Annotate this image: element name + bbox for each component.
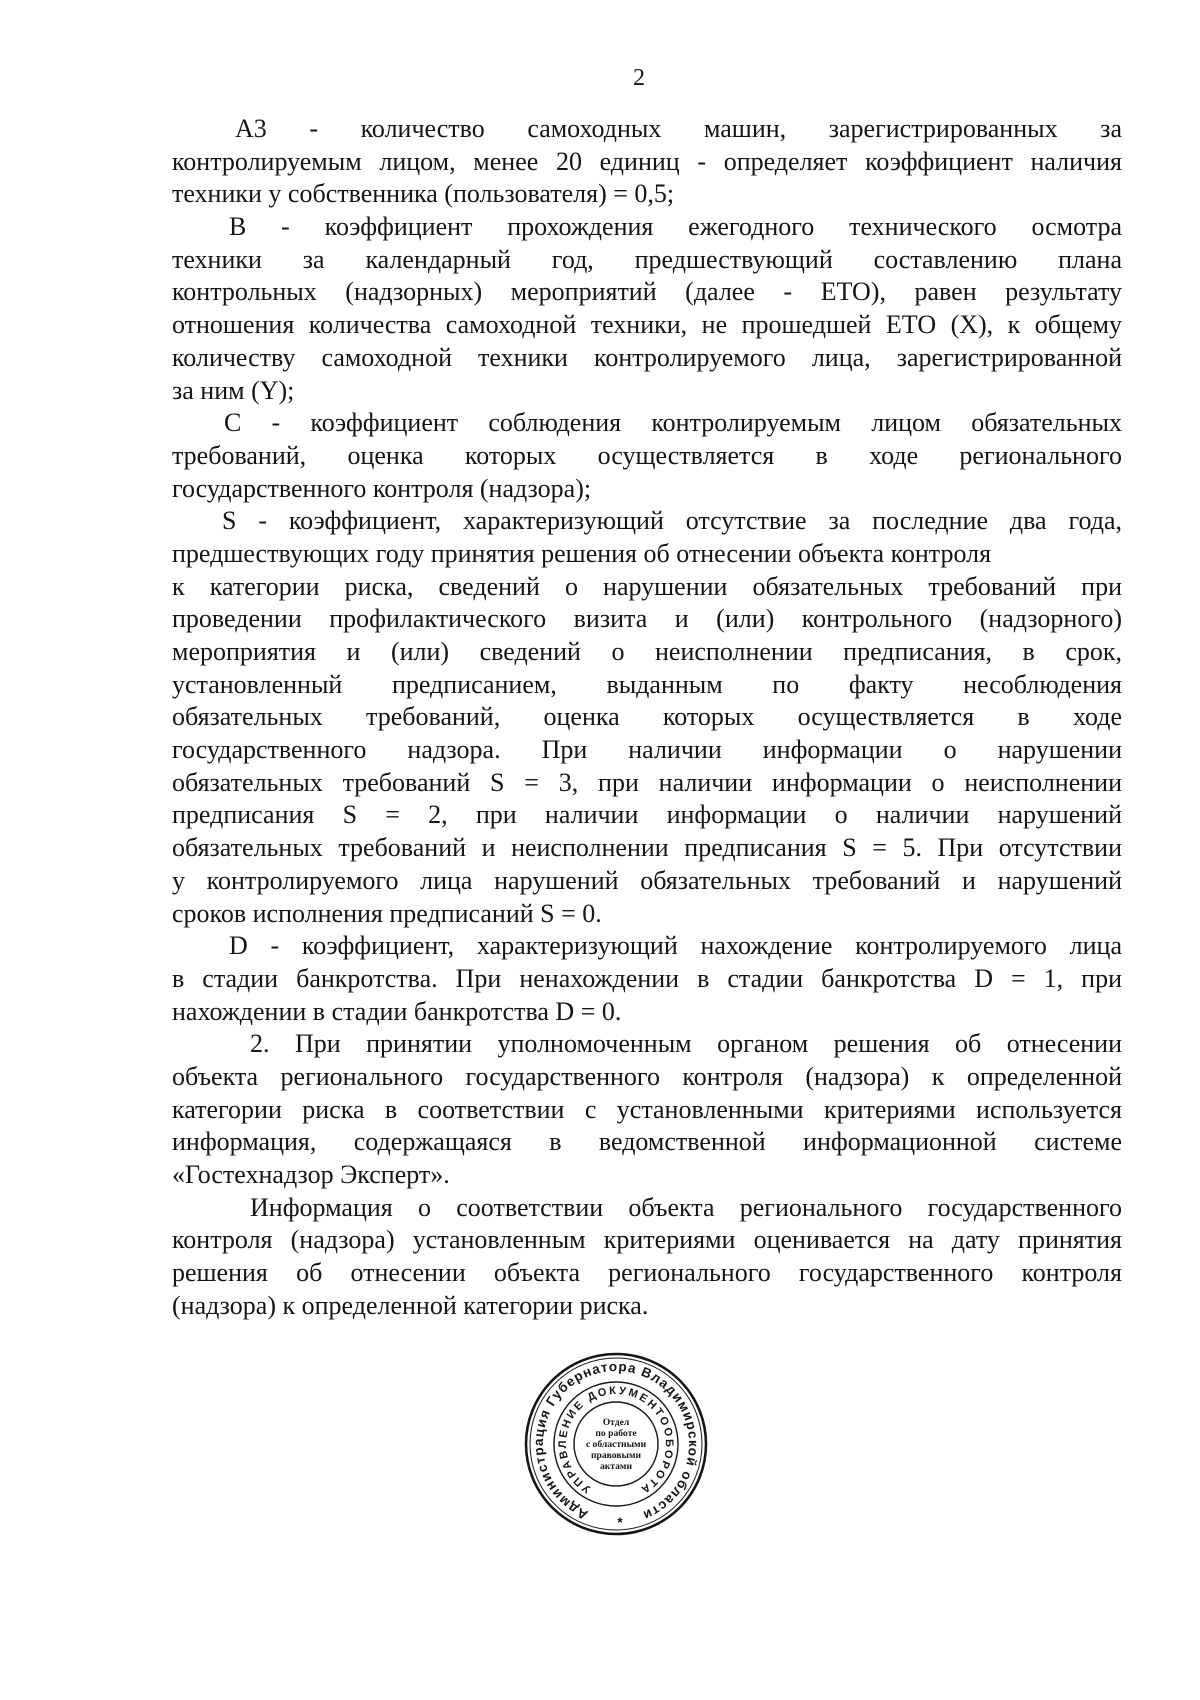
text-line: 2. При принятии уполномоченным органом решения об отнесении <box>250 1029 1122 1059</box>
text-line: предшествующих году принятия решения об отнесении объекта контроля <box>172 538 992 568</box>
text-line: в стадии банкротства. При ненахождении в стадии банкротства D = 1, при <box>172 963 1122 993</box>
paragraph-item-2 <box>172 1028 1122 1191</box>
text-line: контролируемым лицом, менее 20 единиц - определяет коэффициент наличия <box>172 146 1122 176</box>
text-line: объекта регионального государственного контроля (надзора) к определенной <box>172 1061 1122 1091</box>
text-line: предписания S = 2, при наличии информации о наличии нарушений <box>172 800 1122 830</box>
text-line: мероприятия и (или) сведений о неисполнении предписания, в срок, <box>172 637 1122 666</box>
text-line: государственного контроля (надзора); <box>172 473 592 503</box>
paragraph-coefficient-b <box>172 211 1122 407</box>
paragraph-coefficient-c <box>172 407 1122 505</box>
text-line: категории риска в соответствии с установленными критериями используется <box>172 1094 1122 1124</box>
text-line: проведении профилактического визита и (или) контрольного (надзорного) <box>172 604 1122 634</box>
text-line: D - коэффициент, характеризующий нахождение контролируемого лица <box>229 931 1122 961</box>
stamp-center-line: с областными <box>585 1439 647 1450</box>
stamp-center-line: по работе <box>595 1428 637 1439</box>
paragraph-coefficient-a3 <box>172 113 1122 211</box>
stamp-outer-ring-textpath: Администрация Губернатора Владимирской области <box>530 1358 702 1524</box>
paragraph-criteria-information <box>172 1192 1122 1323</box>
text-line: отношения количества самоходной техники, не прошедшей ЕТО (X), к общему <box>172 310 1122 340</box>
document-body <box>172 113 1122 1322</box>
stamp-center-line: правовыми <box>590 1450 642 1461</box>
text-line: техники за календарный год, предшествующий составлению плана <box>172 244 1122 274</box>
text-line: за ним (Y); <box>172 375 295 405</box>
stamp-center-line: Отдел <box>602 1417 630 1428</box>
text-line: обязательных требований S = 3, при наличии информации о неисполнении <box>172 767 1122 797</box>
text-line: В - коэффициент прохождения ежегодного технического осмотра <box>229 212 1122 242</box>
paragraph-coefficient-d <box>172 930 1122 1028</box>
text-line: S - коэффициент, характеризующий отсутствие за последние два года, <box>222 506 1122 536</box>
text-line: нахождении в стадии банкротства D = 0. <box>172 996 622 1026</box>
text-line: у контролируемого лица нарушений обязательных требований и нарушений <box>172 865 1122 895</box>
text-line: Информация о соответствии объекта регионального государственного <box>250 1192 1122 1222</box>
text-line: «Гостехнадзор Эксперт». <box>172 1160 450 1189</box>
text-line: количеству самоходной техники контролируемого лица, зарегистрированной <box>172 342 1122 372</box>
text-line: С - коэффициент соблюдения контролируемым лицом обязательных <box>224 408 1122 438</box>
text-line: (надзора) к определенной категории риска. <box>172 1290 649 1320</box>
text-line: обязательных требований и неисполнении предписания S = 5. При отсутствии <box>172 833 1122 863</box>
text-line: контрольных (надзорных) мероприятий (далее - ЕТО), равен результату <box>172 277 1122 307</box>
text-line: государственного надзора. При наличии информации о нарушении <box>172 735 1122 765</box>
stamp-center-line: актами <box>599 1461 633 1472</box>
stamp-asterisk-mark: * <box>617 1514 623 1530</box>
page-number: 2 <box>633 65 645 91</box>
text-line: контроля (надзора) установленным критериями оценивается на дату принятия <box>172 1225 1122 1255</box>
text-line: обязательных требований, оценка которых осуществляется в ходе <box>172 702 1122 732</box>
official-stamp <box>516 1344 716 1544</box>
text-line: к категории риска, сведений о нарушении обязательных требований при <box>172 571 1122 601</box>
text-line: техники у собственника (пользователя) = 0,5; <box>172 179 675 209</box>
stamp-inner-ring-textpath: УПРАВЛЕНИЕ ДОКУМЕНТООБОРОТА <box>556 1384 676 1496</box>
text-line: решения об отнесении объекта регионального государственного контроля <box>172 1258 1122 1288</box>
text-line: информация, содержащаяся в ведомственной информационной системе <box>172 1127 1122 1157</box>
text-line: установленный предписанием, выданным по факту несоблюдения <box>172 669 1122 699</box>
text-line: требований, оценка которых осуществляется в ходе регионального <box>172 440 1122 470</box>
paragraph-coefficient-s <box>172 505 1122 930</box>
text-line: сроков исполнения предписаний S = 0. <box>172 898 602 928</box>
text-line: А3 - количество самоходных машин, зарегистрированных за <box>235 114 1122 143</box>
